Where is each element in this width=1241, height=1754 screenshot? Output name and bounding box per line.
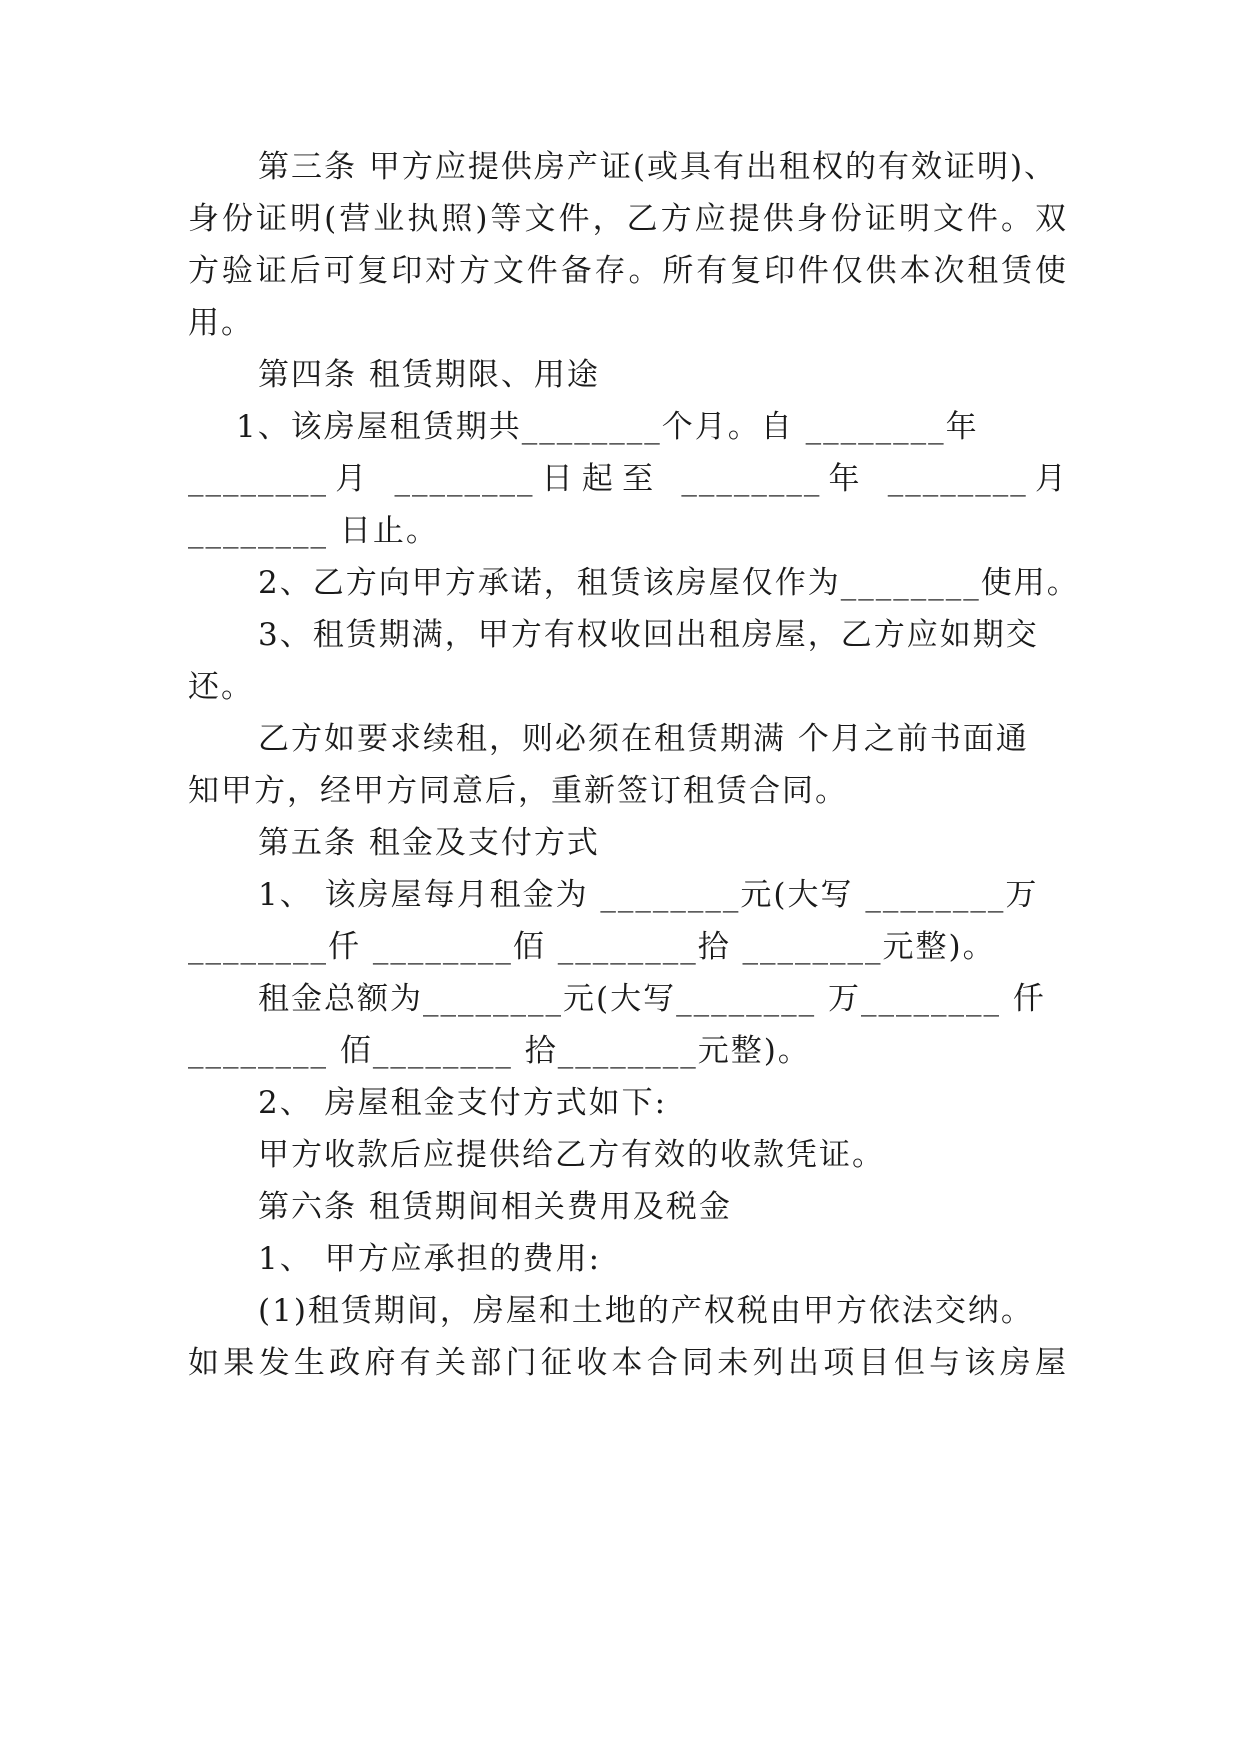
total-rent-line-2: ________ 佰________ 拾________元整)。 — [188, 1033, 811, 1069]
expiry-clause-line-1: 3、租赁期满，甲方有权收回出租房屋，乙方应如期交 — [258, 617, 1039, 653]
monthly-rent-line-1: 1、 该房屋每月租金为 ________元(大写 ________万 — [258, 877, 1039, 913]
article-5-heading: 第五条 租金及支付方式 — [258, 825, 600, 861]
property-tax-clause: (1)租赁期间，房屋和土地的产权税由甲方依法交纳。 — [258, 1293, 1034, 1329]
article-4-heading: 第四条 租赁期限、用途 — [258, 357, 600, 393]
government-fee-clause: 如果发生政府有关部门征收本合同未列出项目但与该房屋 — [188, 1345, 1068, 1381]
total-rent-line-1: 租金总额为________元(大写________ 万________ 仟 — [258, 981, 1046, 1017]
article-3-line-2: 身份证明(营业执照)等文件，乙方应提供身份证明文件。双 — [188, 201, 1068, 237]
payment-method: 2、 房屋租金支付方式如下: — [258, 1085, 668, 1121]
article-3-line-4: 用。 — [188, 305, 254, 341]
lease-term-line-2: ________月 ________日起至 ________年 ________月 — [188, 461, 1068, 497]
article-3-line-3: 方验证后可复印对方文件备存。所有复印件仅供本次租赁使 — [188, 253, 1068, 289]
lease-term-line-1: 1、该房屋租赁期共________个月。自 ________年 — [236, 409, 979, 445]
usage-clause: 2、乙方向甲方承诺，租赁该房屋仅作为________使用。 — [258, 565, 1080, 601]
landlord-expenses-heading: 1、 甲方应承担的费用: — [258, 1241, 602, 1277]
renewal-clause-line-2: 知甲方，经甲方同意后，重新签订租赁合同。 — [188, 773, 848, 809]
lease-term-line-3: ________ 日止。 — [188, 513, 439, 549]
article-3-line-1: 第三条 甲方应提供房产证(或具有出租权的有效证明)、 — [258, 149, 1058, 185]
renewal-clause-line-1: 乙方如要求续租，则必须在租赁期满 个月之前书面通 — [258, 721, 1029, 757]
article-6-heading: 第六条 租赁期间相关费用及税金 — [258, 1189, 732, 1225]
receipt-clause: 甲方收款后应提供给乙方有效的收款凭证。 — [258, 1137, 885, 1173]
expiry-clause-line-2: 还。 — [188, 669, 254, 705]
monthly-rent-line-2: ________仟 ________佰 ________拾 ________元整)。 — [188, 929, 996, 965]
